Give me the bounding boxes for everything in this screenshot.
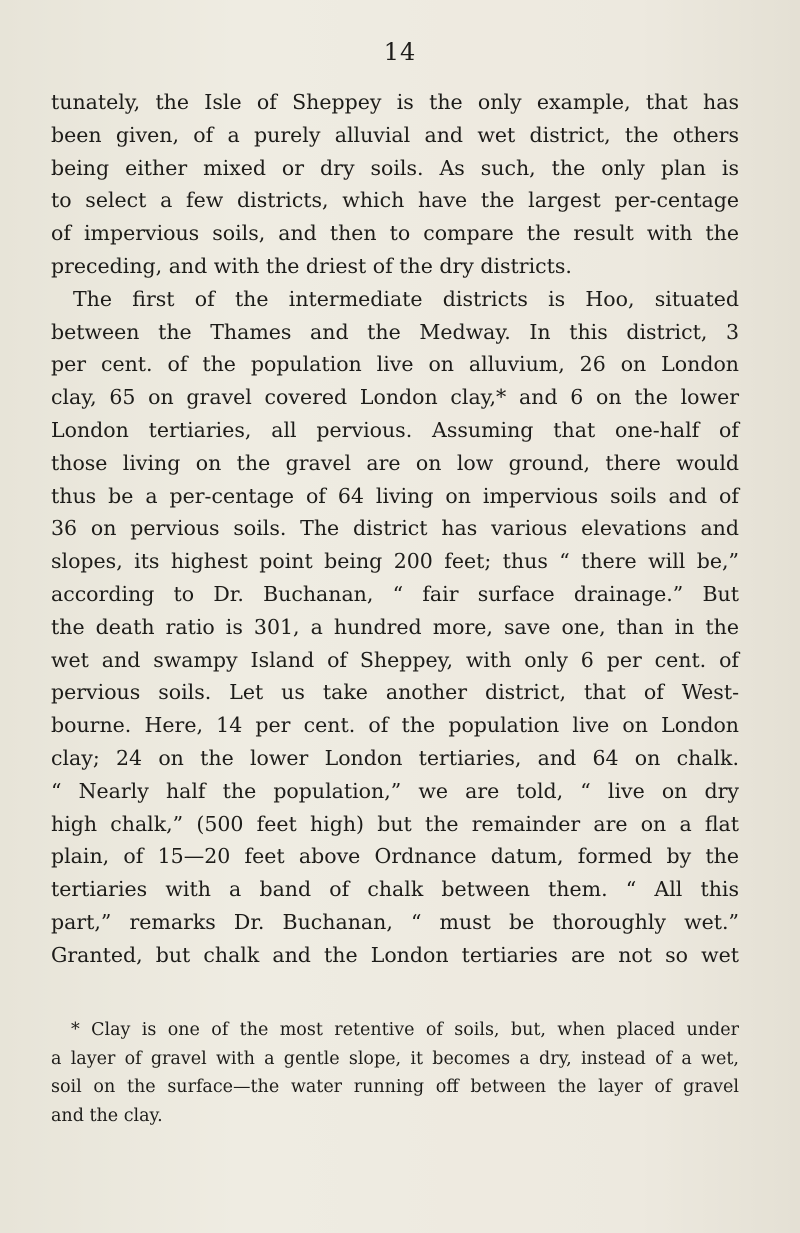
text-line: the death ratio is 301, a hundred more, save one, than in the (51, 614, 739, 639)
text-line: part,” remarks Dr. Buchanan, “ must be thoroughly wet.” (51, 909, 739, 934)
text-line: high chalk,” (500 feet high) but the remainder are on a flat (51, 811, 739, 836)
text-line: pervious soils. Let us take another district, that of West- (51, 680, 739, 705)
text-line: tertiaries with a band of chalk between them. “ All this (51, 877, 739, 902)
footnote (51, 1016, 739, 1130)
footnote-line: and the clay. (51, 1105, 163, 1126)
text-line: 36 on pervious soils. The district has various elevations and (51, 516, 739, 541)
page-number: 14 (383, 38, 417, 66)
text-line: between the Thames and the Medway. In this district, 3 (51, 319, 739, 344)
text-line: according to Dr. Buchanan, “ fair surface drainage.” But (51, 581, 739, 606)
text-line: those living on the gravel are on low ground, there would (51, 450, 739, 475)
text-line: thus be a per-centage of 64 living on impervious soils and of (51, 483, 739, 508)
footnote-line: * Clay is one of the most retentive of soils, but, when placed under (71, 1020, 739, 1040)
text-line: tunately, the Isle of Sheppey is the only example, that has (51, 90, 739, 114)
text-line: being either mixed or dry soils. As such, the only plan is (51, 155, 739, 180)
text-line: of impervious soils, and then to compare the result with the (51, 221, 739, 246)
text-line: clay, 65 on gravel covered London clay,* and 6 on the lower (51, 385, 739, 410)
footnote-line: a layer of gravel with a gentle slope, it becomes a dry, instead of a wet, (51, 1048, 739, 1069)
text-line: “ Nearly half the population,” we are told, “ live on dry (51, 778, 739, 803)
text-line: slopes, its highest point being 200 feet; thus “ there will be,” (51, 549, 739, 574)
text-line: per cent. of the population live on alluvium, 26 on London (51, 352, 739, 377)
footnote-line: soil on the surface—the water running off between the layer of gravel (51, 1077, 739, 1097)
text-line: The first of the intermediate districts is Hoo, situated (73, 286, 739, 311)
body-text (51, 86, 739, 972)
text-line: clay; 24 on the lower London tertiaries, and 64 on chalk. (51, 745, 739, 770)
text-line: wet and swampy Island of Sheppey, with only 6 per cent. of (51, 647, 739, 672)
text-line: preceding, and with the driest of the dry districts. (51, 253, 572, 278)
text-line: plain, of 15—20 feet above Ordnance datum, formed by the (51, 844, 739, 869)
text-line: London tertiaries, all pervious. Assuming that one-half of (51, 417, 739, 442)
text-line: Granted, but chalk and the London tertiaries are not so wet (51, 942, 739, 967)
text-line: to select a few districts, which have the largest per-centage (51, 188, 739, 213)
text-line: bourne. Here, 14 per cent. of the population live on London (51, 713, 739, 738)
text-line: been given, of a purely alluvial and wet district, the others (51, 122, 739, 147)
